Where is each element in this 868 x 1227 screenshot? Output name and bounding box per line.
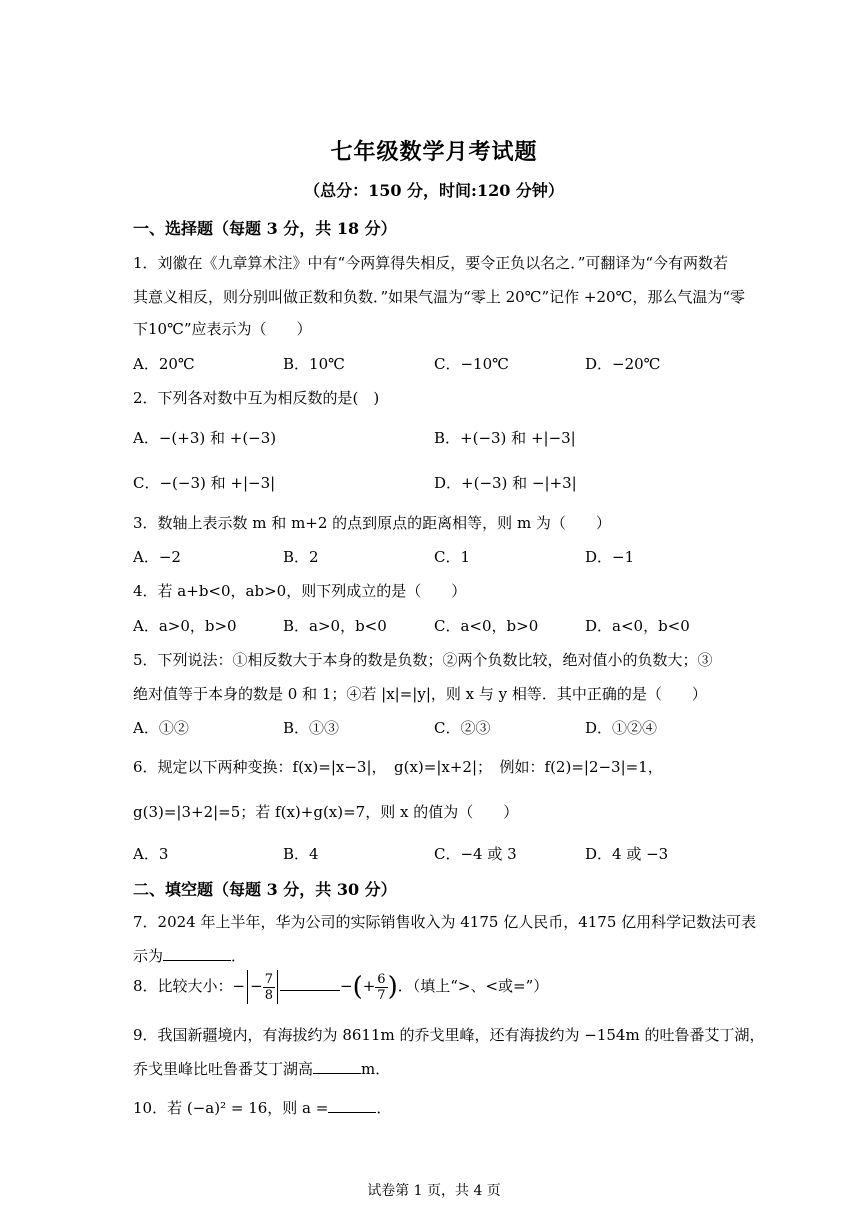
- q3-option-a: A．−2: [133, 548, 181, 566]
- q10-end: ．: [376, 1099, 392, 1117]
- page-footer: 试卷第 1 页，共 4 页: [367, 1183, 501, 1199]
- q5-stem-line2: 绝对值等于本身的数是 0 和 1；④若 |x|=|y|，则 x 与 y 相等．其中正确的是（ ）: [133, 685, 707, 703]
- q2-option-b: B．+(−3) 和 +|−3|: [434, 429, 576, 447]
- q7-stem-line1: 7．2024 年上半年，华为公司的实际销售收入为 4175 亿人民币，4175 亿用科学记数法可表: [133, 913, 757, 931]
- q10-answer-blank[interactable]: [328, 1098, 376, 1113]
- q8-fraction-1: [263, 972, 275, 1003]
- q1-option-c: C．−10℃: [434, 355, 509, 373]
- q8-suffix: ．（填上“>、<或=”）: [397, 977, 549, 995]
- q8-fraction-1-num: 7: [264, 971, 273, 987]
- q1-stem-line3: 下10℃”应表示为（ ）: [133, 320, 312, 338]
- q3-option-d: D．−1: [585, 548, 635, 566]
- q6-stem-line1: 6．规定以下两种变换：f(x)=|x−3|， g(x)=|x+2|； 例如：f(2)=|2−3|=1，: [133, 758, 663, 776]
- q8-paren-close: ): [387, 972, 398, 1002]
- q1-stem-line2: 其意义相反，则分别叫做正数和负数．”如果气温为“零上 20℃”记作 +20℃，那么气温为“零: [133, 288, 746, 306]
- q8-prefix: 8．比较大小：−: [133, 977, 246, 995]
- q8-mid: −: [339, 977, 353, 995]
- q10-stem: [133, 1097, 391, 1118]
- q2-option-c: C．−(−3) 和 +|−3|: [133, 474, 276, 492]
- q2-option-d: D．+(−3) 和 −|+3|: [434, 474, 577, 492]
- exam-subtitle: （总分：150 分，时间:120 分钟）: [304, 181, 564, 200]
- q3-option-c: C．1: [434, 548, 471, 566]
- q6-option-a: A．3: [133, 845, 169, 863]
- q8-abs-left: [247, 970, 248, 1004]
- q10-text: 10．若 (−a)² = 16，则 a =: [133, 1099, 329, 1117]
- q3-option-b: B．2: [283, 548, 319, 566]
- q9-end: m．: [361, 1060, 391, 1078]
- q1-option-b: B．10℃: [283, 355, 345, 373]
- q8-fraction-2: [375, 972, 387, 1003]
- q1-option-d: D．−20℃: [585, 355, 661, 373]
- q7-end: ．: [231, 947, 247, 965]
- q8-paren-open: (: [352, 972, 363, 1002]
- q9-stem-line1: 9．我国新疆境内，有海拔约为 8611m 的乔戈里峰，还有海拔约为 −154m 的吐鲁番艾丁湖，: [133, 1026, 765, 1044]
- q9-stem-line2: [133, 1058, 390, 1079]
- q4-option-c: C．a<0，b>0: [434, 617, 539, 635]
- q1-option-a: A．20℃: [133, 355, 195, 373]
- q5-stem-line1: 5．下列说法：①相反数大于本身的数是负数；②两个负数比较，绝对值小的负数大；③: [133, 651, 713, 669]
- q2-stem: 2．下列各对数中互为相反数的是( ): [133, 389, 380, 407]
- q8-answer-blank[interactable]: [280, 976, 340, 991]
- q8-fraction-1-den: 8: [264, 987, 273, 1003]
- q2-option-a: A．−(+3) 和 +(−3): [133, 429, 277, 447]
- section-heading-fill: 二、填空题（每题 3 分，共 30 分）: [133, 880, 397, 899]
- q6-option-d: D．4 或 −3: [585, 845, 669, 863]
- q4-stem: 4．若 a+b<0，ab>0，则下列成立的是（ ）: [133, 582, 467, 600]
- q6-stem-line2: g(3)=|3+2|=5；若 f(x)+g(x)=7，则 x 的值为（ ）: [133, 803, 519, 821]
- q4-option-b: B．a>0，b<0: [283, 617, 387, 635]
- q8-inner-minus: −: [250, 977, 263, 995]
- q6-option-c: C．−4 或 3: [434, 845, 517, 863]
- q8-inner-plus: +: [362, 977, 376, 995]
- q5-option-a: A．①②: [133, 719, 189, 737]
- section-heading-choice: 一、选择题（每题 3 分，共 18 分）: [133, 219, 397, 238]
- q7-text: 示为: [133, 947, 164, 965]
- q8-abs-right: [277, 970, 278, 1004]
- q8-stem: [133, 970, 548, 1004]
- q5-option-c: C．②③: [434, 719, 491, 737]
- q5-option-d: D．①②④: [585, 719, 658, 737]
- q5-option-b: B．①③: [283, 719, 340, 737]
- q3-stem: 3．数轴上表示数 m 和 m+2 的点到原点的距离相等，则 m 为（ ）: [133, 514, 611, 532]
- q8-fraction-2-num: 6: [377, 971, 386, 987]
- q6-option-b: B．4: [283, 845, 319, 863]
- q9-answer-blank[interactable]: [313, 1059, 361, 1074]
- q4-option-a: A．a>0，b>0: [133, 617, 237, 635]
- q9-text: 乔戈里峰比吐鲁番艾丁湖高: [133, 1060, 314, 1078]
- q7-stem-line2: [133, 945, 246, 966]
- q4-option-d: D．a<0，b<0: [585, 617, 690, 635]
- q1-stem-line1: 1．刘徽在《九章算术注》中有“今两算得失相反，要令正负以名之．”可翻译为“今有两数若: [133, 254, 729, 272]
- q8-fraction-2-den: 7: [377, 987, 386, 1003]
- q7-answer-blank[interactable]: [163, 946, 231, 961]
- exam-title: 七年级数学月考试题: [330, 139, 538, 165]
